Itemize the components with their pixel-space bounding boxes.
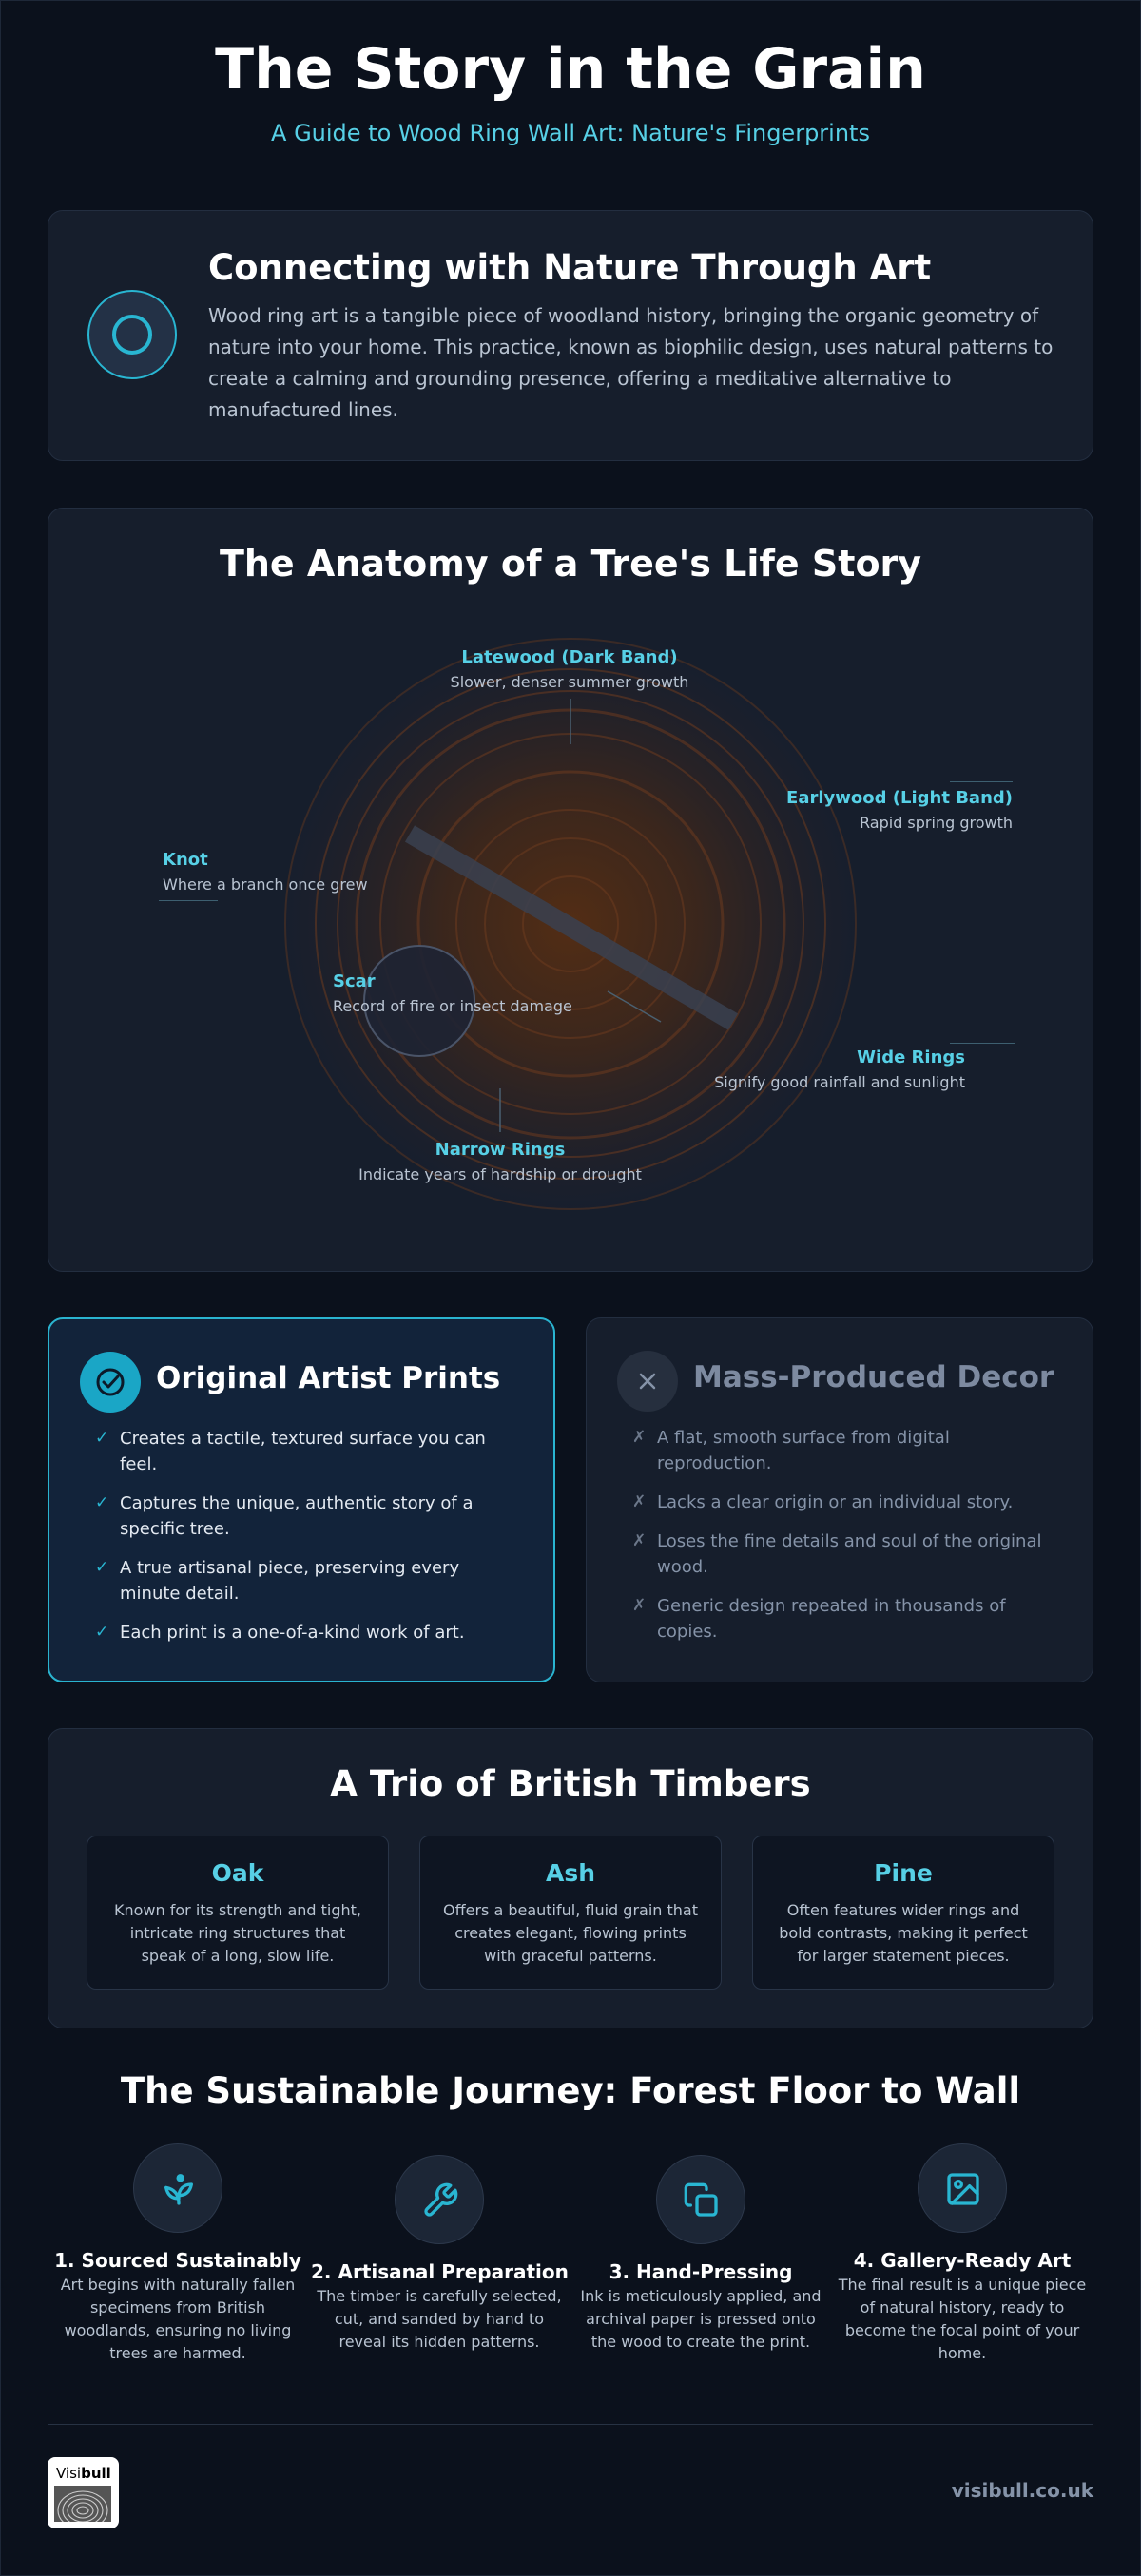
cross-icon: ✗ <box>632 1596 647 1615</box>
page-title: The Story in the Grain <box>215 36 926 103</box>
list-item: ✗ Lacks a clear origin or an individual story. <box>632 1490 1060 1515</box>
timber-card-oak <box>87 1836 389 1990</box>
intro-title: Connecting with Nature Through Art <box>208 247 932 288</box>
check-icon: ✓ <box>95 1558 109 1577</box>
cross-icon: ✗ <box>632 1531 647 1550</box>
step-title: 3. Hand-Pressing <box>609 2260 793 2283</box>
sprout-icon <box>133 2143 222 2233</box>
timber-desc: Known for its strength and tight, intricate ring structures that speak of a long, slow life. <box>114 1901 361 1965</box>
list-item: ✗ A flat, smooth surface from digital reproduction. <box>632 1425 1060 1476</box>
step-desc: Art begins with naturally fallen specimens from British woodlands, ensuring no living trees are harmed. <box>60 2276 296 2362</box>
wide-rings-label: Wide Rings <box>857 1048 965 1067</box>
step-title: 4. Gallery-Ready Art <box>853 2249 1072 2272</box>
anatomy-title: The Anatomy of a Tree's Life Story <box>219 543 922 585</box>
earlywood-desc: Rapid spring growth <box>860 814 1013 832</box>
narrow-rings-label: Narrow Rings <box>435 1140 566 1160</box>
narrow-rings-desc: Indicate years of hardship or drought <box>358 1165 642 1183</box>
step-title: 2. Artisanal Preparation <box>311 2260 569 2283</box>
cross-icon: ✗ <box>632 1428 647 1447</box>
latewood-desc: Slower, denser summer growth <box>450 673 689 691</box>
original-prints-title: Original Artist Prints <box>156 1361 501 1395</box>
mass-produced-title: Mass-Produced Decor <box>693 1360 1054 1394</box>
timber-desc: Offers a beautiful, fluid grain that creates elegant, flowing prints with graceful patterns. <box>442 1901 698 1965</box>
list-item: ✓ Creates a tactile, textured surface you can feel. <box>95 1426 523 1477</box>
page-subtitle: A Guide to Wood Ring Wall Art: Nature's Fingerprints <box>271 120 870 146</box>
list-item: ✓ Each print is a one-of-a-kind work of art. <box>95 1620 523 1645</box>
footer-website-link[interactable]: visibull.co.uk <box>951 2479 1093 2502</box>
original-prints-card <box>48 1317 555 1682</box>
mass-produced-list <box>632 1425 1060 1658</box>
mass-produced-card <box>586 1317 1093 1682</box>
check-icon: ✓ <box>95 1429 109 1448</box>
step-desc: Ink is meticulously applied, and archival paper is pressed onto the wood to create the print. <box>580 2287 822 2351</box>
check-icon: ✓ <box>95 1623 109 1642</box>
scar-label: Scar <box>333 971 376 991</box>
knot-underline <box>159 900 218 901</box>
list-item: ✓ Captures the unique, authentic story of a specific tree. <box>95 1490 523 1542</box>
knot-desc: Where a branch once grew <box>163 875 368 894</box>
timbers-card <box>48 1728 1093 2028</box>
timber-card-pine <box>752 1836 1054 1990</box>
wide-rings-underline <box>950 1043 1015 1044</box>
timber-desc: Often features wider rings and bold contrasts, making it perfect for larger statement pieces. <box>779 1901 1028 1965</box>
timber-card-ash <box>419 1836 722 1990</box>
list-item: ✓ A true artisanal piece, preserving every minute detail. <box>95 1555 523 1606</box>
timber-name: Pine <box>874 1859 933 1887</box>
list-item: ✗ Generic design repeated in thousands of copies. <box>632 1593 1060 1644</box>
earlywood-label: Earlywood (Light Band) <box>786 788 1013 808</box>
logo-text: Visibull <box>56 2465 111 2482</box>
intro-text: Wood ring art is a tangible piece of woodland history, bringing the organic geometry of nature into your home. This practice, known as biophilic design, uses natural patterns to create a calming and grounding presence, offering a meditative alternative to manufactured lines. <box>208 304 1054 421</box>
circle-icon <box>87 290 177 379</box>
step-title: 1. Sourced Sustainably <box>54 2249 301 2272</box>
scar-desc: Record of fire or insect damage <box>333 997 572 1015</box>
timber-name: Ash <box>545 1859 596 1887</box>
step-desc: The final result is a unique piece of natural history, ready to become the focal point of your home. <box>838 2276 1087 2362</box>
intro-card <box>48 210 1093 461</box>
anatomy-card <box>48 508 1093 1272</box>
timber-name: Oak <box>211 1859 264 1887</box>
latewood-label: Latewood (Dark Band) <box>461 647 678 667</box>
original-prints-list <box>95 1426 523 1659</box>
check-circle-icon <box>80 1352 141 1413</box>
list-item: ✗ Loses the fine details and soul of the original wood. <box>632 1528 1060 1580</box>
step-desc: The timber is carefully selected, cut, and sanded by hand to reveal its hidden patterns. <box>317 2287 562 2351</box>
brand-logo[interactable] <box>48 2457 119 2528</box>
cross-icon: ✗ <box>632 1492 647 1511</box>
knot-label: Knot <box>163 850 208 870</box>
wide-rings-desc: Signify good rainfall and sunlight <box>714 1073 965 1091</box>
x-circle-icon <box>617 1351 678 1412</box>
copy-icon <box>656 2155 745 2244</box>
wrench-icon <box>395 2155 484 2244</box>
check-icon: ✓ <box>95 1493 109 1512</box>
fingerprint-icon <box>54 2486 111 2522</box>
journey-title: The Sustainable Journey: Forest Floor to Wall <box>120 2070 1021 2111</box>
footer-divider <box>48 2424 1093 2425</box>
earlywood-underline <box>950 781 1013 782</box>
timbers-title: A Trio of British Timbers <box>330 1763 811 1804</box>
image-icon <box>918 2143 1007 2233</box>
